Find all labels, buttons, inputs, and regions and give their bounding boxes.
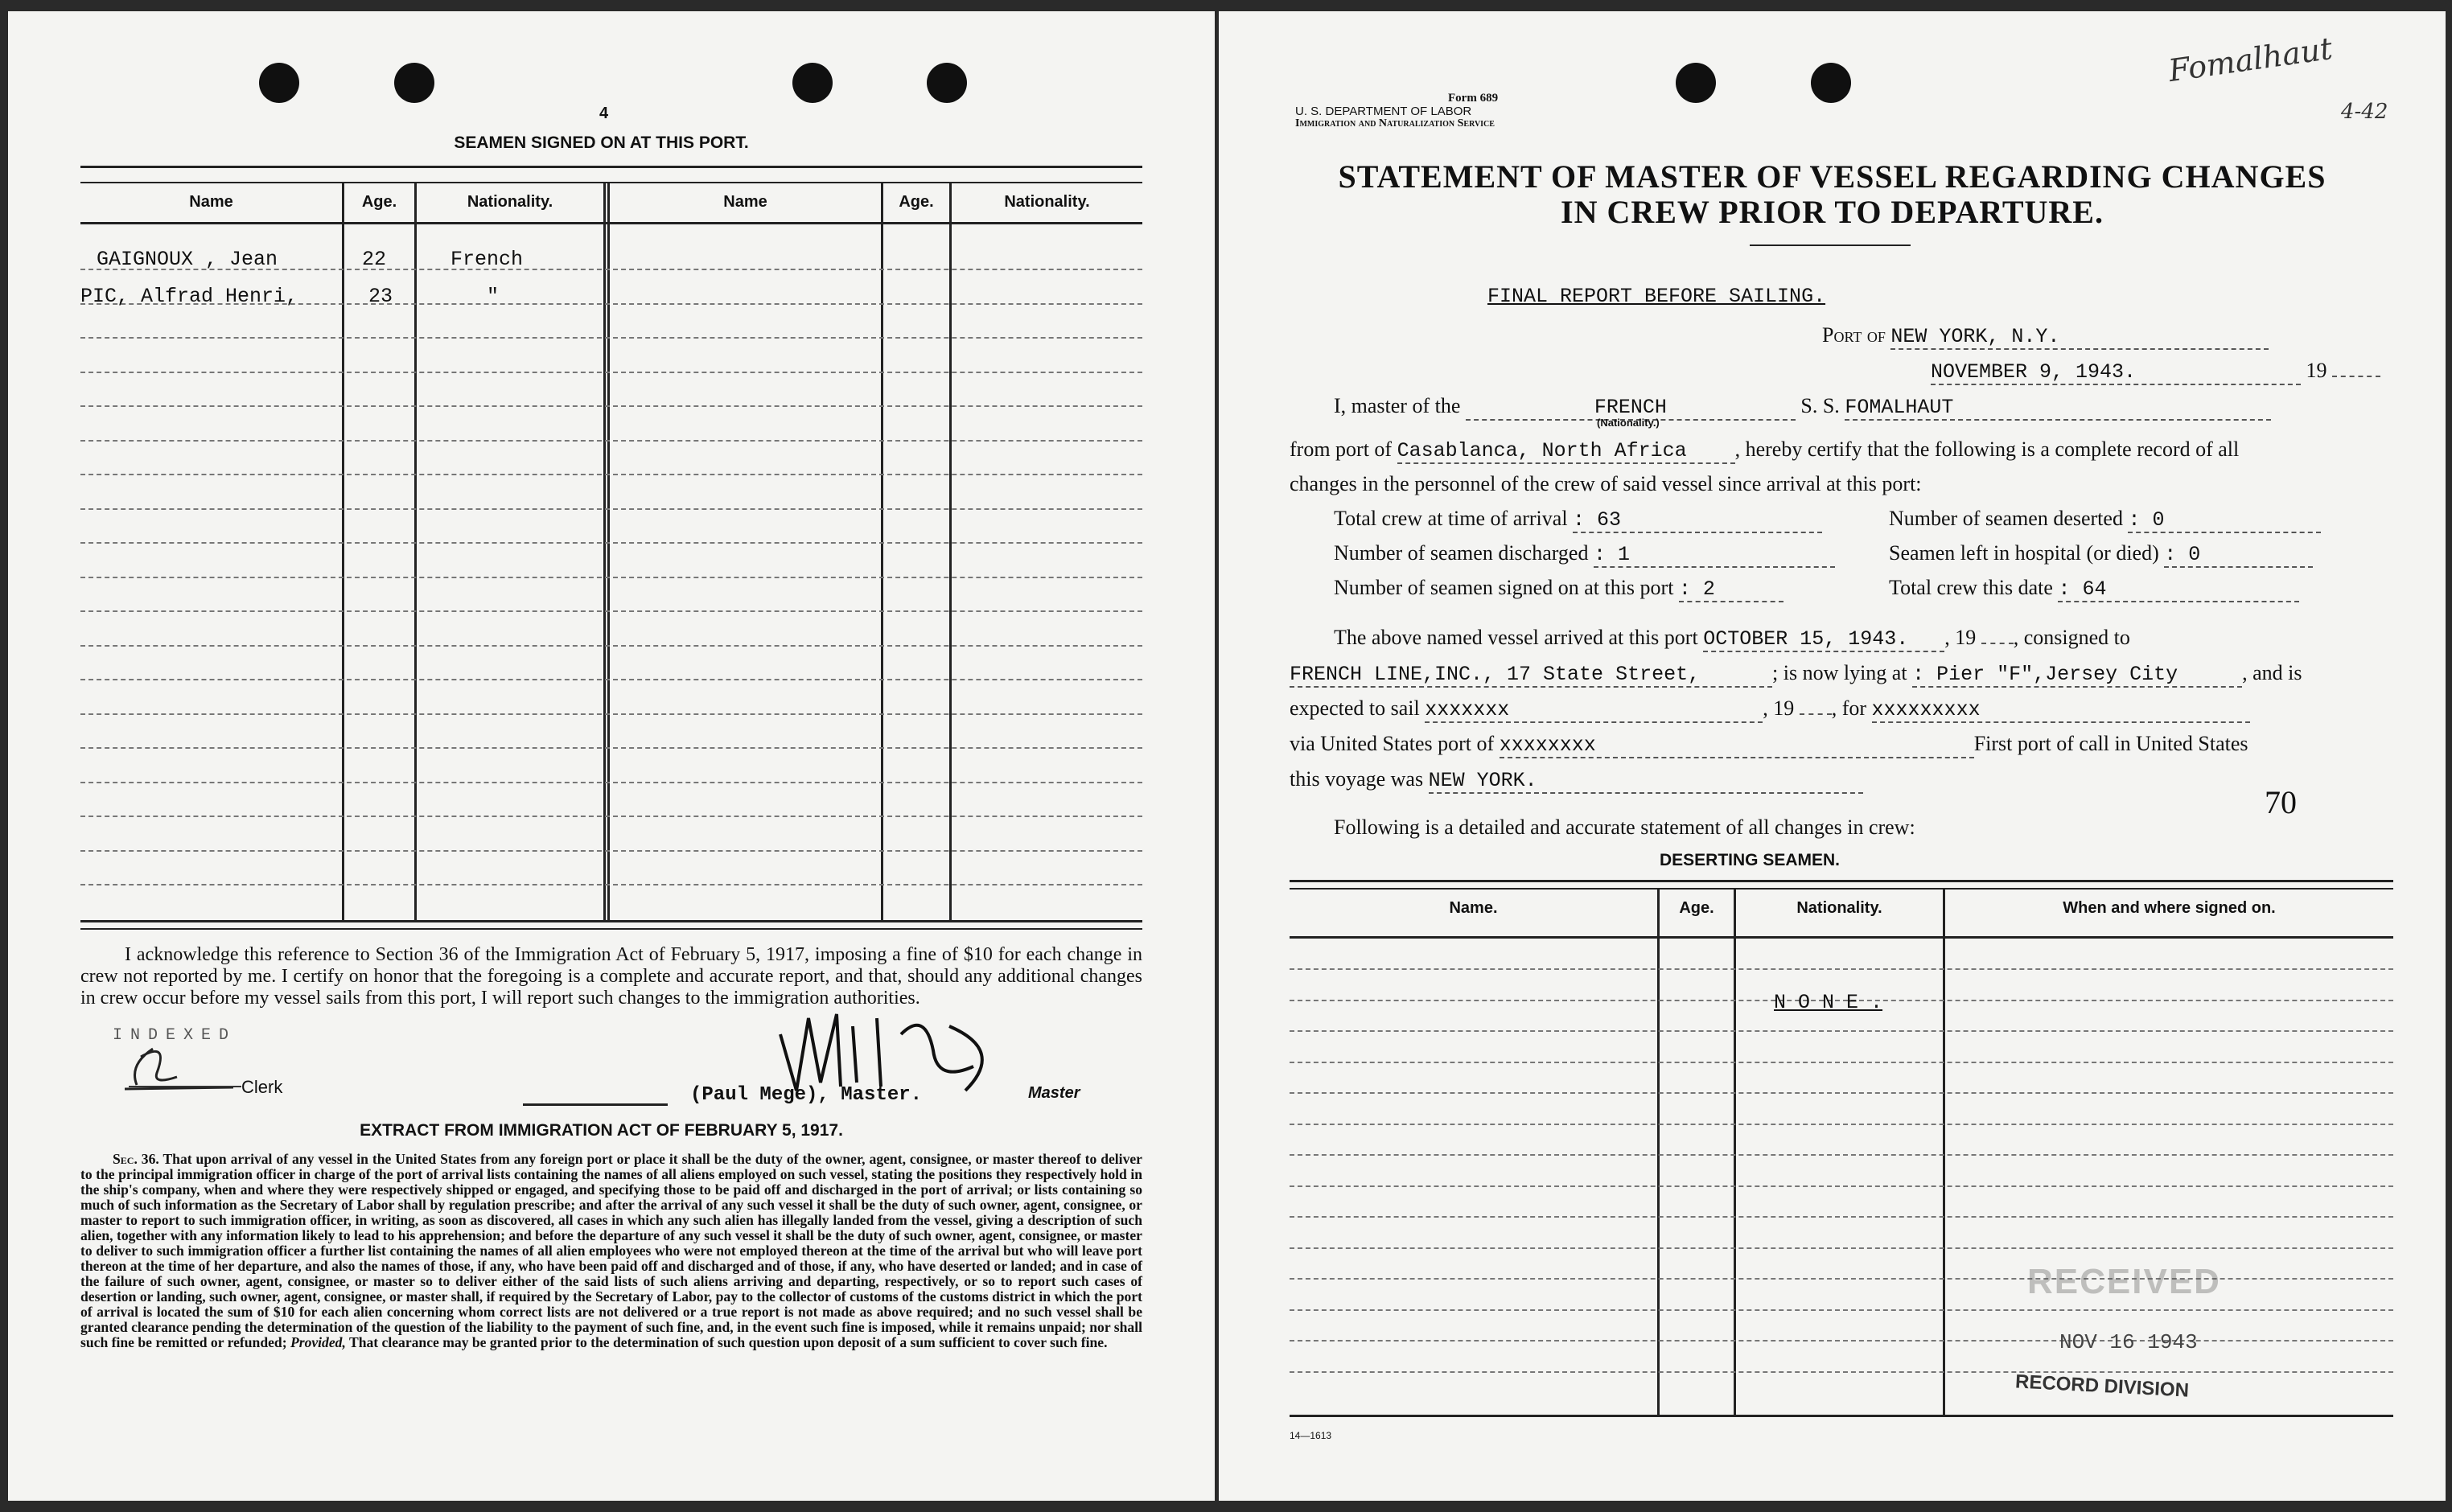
- row-2-age: 23: [368, 285, 393, 308]
- ruled-line: [80, 508, 1142, 510]
- port-line: [1822, 323, 2269, 350]
- row-2-nationality: ": [487, 285, 500, 308]
- deserted-value: : 0: [2128, 508, 2321, 533]
- acknowledgement-text: I acknowledge this reference to Section 36 of the Immigration Act of February 5, 1917, imposing a fine of $10 for each change in crew not reported by me. I certify on honor that the foregoing is a complete and accurate report, and that, should any additional changes in crew occur before my vessel sails from this port, I will report such changes to the immigration authorities.: [80, 944, 1142, 1009]
- punch-hole: [792, 63, 833, 103]
- deserted-count: [1889, 507, 2321, 533]
- right-page: [1219, 11, 2446, 1501]
- total-crew-date: [1889, 576, 2299, 602]
- master-of-line: [1334, 394, 2271, 421]
- from-port-line: [1290, 438, 2239, 464]
- ruled-line: [80, 645, 1142, 647]
- form-number: Form 689: [1448, 92, 1499, 105]
- deserting-table-top-rule-2: [1290, 888, 2393, 890]
- table-top-rule: [80, 166, 1142, 168]
- col-divider: [1943, 888, 1945, 1417]
- hospital-label: Seamen left in hospital (or died): [1889, 541, 2159, 565]
- col-header-age: Age.: [361, 193, 397, 211]
- service-name: Immigration and Naturalization Service: [1295, 117, 1495, 129]
- ruled-line: [80, 884, 1142, 885]
- clerk-line: [129, 1086, 241, 1087]
- ruled-line: [80, 850, 1142, 852]
- date-line: [1931, 359, 2380, 385]
- table-header-rule: [80, 222, 1142, 224]
- expected-label: expected to sail: [1290, 696, 1420, 720]
- section-title: SEAMEN SIGNED ON AT THIS PORT.: [454, 134, 749, 152]
- hospital-value: : 0: [2164, 543, 2313, 568]
- punch-hole: [1811, 63, 1851, 103]
- signed-on-label: Number of seamen signed on at this port: [1334, 576, 1674, 599]
- deserted-label: Number of seamen deserted: [1889, 507, 2123, 530]
- for-label: , for: [1831, 696, 1867, 720]
- total-crew-arrival-label: Total crew at time of arrival: [1334, 507, 1568, 530]
- ruled-line: [1290, 1154, 2393, 1156]
- record-division-stamp: RECORD DIVISION: [2014, 1370, 2190, 1402]
- col-header-name-2: Name: [723, 193, 767, 211]
- section-36-text: [80, 1152, 1142, 1350]
- nationality-caption: (Nationality.): [1597, 417, 1660, 429]
- for-value: xxxxxxxxx: [1872, 698, 2250, 723]
- punch-hole: [1676, 63, 1716, 103]
- row-1-nationality: French: [450, 248, 524, 271]
- ruled-line: [80, 679, 1142, 680]
- from-port-value: Casablanca, North Africa: [1397, 439, 1735, 464]
- ruled-line: [1290, 1124, 2393, 1125]
- via-line: [1290, 732, 2248, 758]
- expected-line: [1290, 696, 2250, 723]
- signed-on-value: : 2: [1679, 577, 1783, 602]
- col-divider: [1734, 888, 1736, 1417]
- ruled-line: [1290, 968, 2393, 970]
- col-divider: [607, 182, 610, 922]
- master-label: Master: [1028, 1084, 1080, 1102]
- deserting-col-age: Age.: [1679, 899, 1714, 917]
- via-label: via United States port of: [1290, 732, 1495, 755]
- punch-hole: [927, 63, 967, 103]
- ruled-line: [1290, 1216, 2393, 1218]
- certify-text: , hereby certify that the following is a complete record of all: [1734, 438, 2240, 461]
- ruled-line: [80, 337, 1142, 339]
- ruled-line: [1290, 1030, 2393, 1032]
- and-is-label: , and is: [2242, 661, 2302, 684]
- deserting-table-bottom-rule: [1290, 1415, 2393, 1417]
- master-of-label: I, master of the: [1334, 394, 1461, 417]
- stamp-date: NOV 16 1943: [2059, 1330, 2198, 1354]
- deserting-table-top-rule: [1290, 880, 2393, 882]
- from-port-label: from port of: [1290, 438, 1393, 461]
- total-crew-date-label: Total crew this date: [1889, 576, 2053, 599]
- discharged-count: [1334, 541, 1835, 568]
- year-blank: [1981, 643, 2014, 644]
- ruled-line: [80, 610, 1142, 612]
- row-1-age: 22: [362, 248, 387, 271]
- ruled-line: [80, 372, 1142, 373]
- deserting-col-name: Name.: [1449, 899, 1498, 917]
- consignee-line: [1290, 661, 2302, 688]
- clerk-initials-signature: [121, 1041, 241, 1097]
- date-value: NOVEMBER 9, 1943.: [1931, 360, 2301, 385]
- proviso-text: That clearance may be granted prior to the determination of such question upon deposit of a sum sufficient to cover such fine.: [348, 1334, 1108, 1350]
- voyage-value: NEW YORK.: [1429, 769, 1863, 794]
- col-divider: [949, 182, 952, 922]
- page-number: 4: [599, 105, 609, 122]
- col-divider: [414, 182, 417, 922]
- ss-label: S. S.: [1800, 394, 1840, 417]
- ruled-line: [80, 816, 1142, 817]
- lying-value: : Pier "F",Jersey City: [1912, 663, 2242, 688]
- page-mark: 70: [2265, 784, 2297, 820]
- ruled-line: [80, 474, 1142, 475]
- total-crew-arrival: [1334, 507, 1822, 533]
- ruled-line: [80, 542, 1142, 544]
- ruled-line: [1290, 1092, 2393, 1094]
- voyage-line: [1290, 767, 1863, 794]
- ruled-line: [1290, 1340, 2393, 1341]
- port-value: NEW YORK, N.Y.: [1890, 325, 2269, 350]
- expected-suffix: , 19: [1763, 696, 1795, 720]
- form-code: 14—1613: [1290, 1430, 1332, 1441]
- year-blank: [1800, 713, 1832, 715]
- consigned-label: , consigned to: [2013, 626, 2130, 649]
- col-divider: [342, 182, 344, 922]
- punch-hole: [259, 63, 299, 103]
- arrived-suffix: , 19: [1944, 626, 1977, 649]
- left-page: [8, 11, 1215, 1501]
- col-header-name: Name: [189, 193, 233, 211]
- ruled-line: [80, 782, 1142, 783]
- date-suffix: 19: [2306, 359, 2327, 382]
- deserting-title: DESERTING SEAMEN.: [1659, 851, 1841, 869]
- year-blank: [2332, 376, 2380, 377]
- arrived-value: OCTOBER 15, 1943.: [1703, 627, 1944, 652]
- final-report-text: FINAL REPORT BEFORE SAILING.: [1487, 285, 1826, 308]
- port-label: Port of: [1822, 323, 1886, 347]
- arrived-label: The above named vessel arrived at this port: [1334, 626, 1698, 649]
- title-rule: [1750, 244, 1911, 246]
- arrival-line: [1334, 626, 2130, 652]
- nationality-value: FRENCH: [1466, 396, 1796, 421]
- col-header-nationality-2: Nationality.: [1004, 193, 1090, 211]
- col-divider: [603, 182, 606, 922]
- extract-title: EXTRACT FROM IMMIGRATION ACT OF FEBRUARY 5, 1917.: [360, 1121, 843, 1140]
- section-rule: [80, 928, 1142, 930]
- row-2-name: PIC, Alfrad Henri,: [80, 285, 298, 308]
- total-crew-date-value: : 64: [2058, 577, 2299, 602]
- ruled-line: [80, 713, 1142, 715]
- changes-line: changes in the personnel of the crew of said vessel since arrival at this port:: [1290, 472, 1922, 495]
- col-header-age-2: Age.: [899, 193, 934, 211]
- clerk-label: Clerk: [241, 1077, 283, 1097]
- expected-value: xxxxxxx: [1425, 698, 1763, 723]
- total-crew-arrival-value: : 63: [1573, 508, 1822, 533]
- section-label: Sec. 36.: [113, 1151, 159, 1167]
- ruled-line: [1290, 1185, 2393, 1187]
- deserting-table-header-rule: [1290, 936, 2393, 939]
- punch-hole: [394, 63, 434, 103]
- voyage-label: this voyage was: [1290, 767, 1424, 791]
- section-body: That upon arrival of any vessel in the United States from any foreign port or place it shall be the duty of the owner, agent, consignee, or master thereof to deliver to the principal immigration officer in charge of the port of arrival lists containing the names of all aliens employed on such vessel, stating the positions they respectively hold in the ship's company, when and where they were respectively shipped or engaged, and specifying those to be paid off and discharged in the port of arrival; or lists containing so much of such information as the Secretary of Labor shall by regulation prescribe; and after the arrival of any such vessel it shall be the duty of such owner, agent, consignee, or master to report to such immigration officer, in writing, as soon as discovered, all cases in which any such alien has illegally landed from the vessel, giving a description of such alien, together with any information likely to lead to his apprehension; and before the departure of any such vessel it shall be the duty of such owner, agent, consignee, or master to deliver to such immigration officer a further list containing the names of all alien employees who were not employed thereon at the time of the arrival but who will leave port thereon at the time of her departure, and also the names of those, if any, who have been paid off and discharged and of those, if any, who have deserted or landed; and in case of the failure of such owner, agent, consignee, or master so to deliver either of the said lists of such aliens arriving and departing, respectively, or so to report such cases of desertion or landing, such owner, agent, consignee, or master shall, if required by the Secretary of Labor, pay to the collector of customs of the customs district in which the port of arrival is located the sum of $10 for each alien concerning whom correct lists are not delivered or a true report is not made as above required; and no such vessel shall be granted clearance pending the determination of the question of the liability to the payment of such fine, and, in the event such fine is imposed, while it remains unpaid; nor shall such fine be remitted or refunded;: [80, 1151, 1142, 1350]
- proviso-label: Provided,: [290, 1334, 346, 1350]
- discharged-label: Number of seamen discharged: [1334, 541, 1589, 565]
- ruled-line: [1290, 1309, 2393, 1311]
- ruled-line: [80, 405, 1142, 407]
- signed-on-count: [1334, 576, 1783, 602]
- consignee-value: FRENCH LINE,INC., 17 State Street,: [1290, 663, 1772, 688]
- table-bottom-rule: [80, 920, 1142, 922]
- row-1-name: GAIGNOUX , Jean: [97, 248, 278, 271]
- via-value: xxxxxxxx: [1500, 733, 1974, 758]
- ruled-line: [1290, 1371, 2393, 1373]
- following-text: Following is a detailed and accurate statement of all changes in crew:: [1334, 816, 1915, 839]
- none-entry: N O N E .: [1774, 991, 1883, 1014]
- handwritten-number: 4-42: [2341, 100, 2388, 124]
- form-title-line-2: IN CREW PRIOR TO DEPARTURE.: [1561, 194, 2104, 230]
- form-title-line-1: STATEMENT OF MASTER OF VESSEL REGARDING CHANGES: [1338, 158, 2327, 195]
- vessel-name: FOMALHAUT: [1845, 396, 2271, 421]
- discharged-value: : 1: [1594, 543, 1835, 568]
- ruled-line: [1290, 1062, 2393, 1063]
- ruled-line: [80, 440, 1142, 442]
- deserting-col-nationality: Nationality.: [1796, 899, 1882, 917]
- ruled-line: [80, 747, 1142, 749]
- first-port-label: First port of call in United States: [1973, 732, 2248, 755]
- ruled-line: [1290, 1247, 2393, 1249]
- col-header-nationality: Nationality.: [467, 193, 553, 211]
- table-top-rule-2: [80, 182, 1142, 183]
- master-name: (Paul Mege), Master.: [690, 1084, 923, 1106]
- deserting-col-signed-on: When and where signed on.: [2063, 899, 2276, 917]
- hospital-count: [1889, 541, 2313, 568]
- col-divider: [1657, 888, 1660, 1417]
- signature-line: [523, 1103, 668, 1106]
- handwritten-vessel-note: Fomalhaut: [2166, 30, 2335, 89]
- indexed-stamp: INDEXED: [113, 1026, 237, 1045]
- ruled-line: [1290, 1278, 2393, 1280]
- department: U. S. DEPARTMENT OF LABOR: [1295, 105, 1472, 118]
- ruled-line: [80, 577, 1142, 578]
- received-stamp: RECEIVED: [2027, 1262, 2221, 1301]
- lying-label: ; is now lying at: [1772, 661, 1907, 684]
- col-divider: [881, 182, 883, 922]
